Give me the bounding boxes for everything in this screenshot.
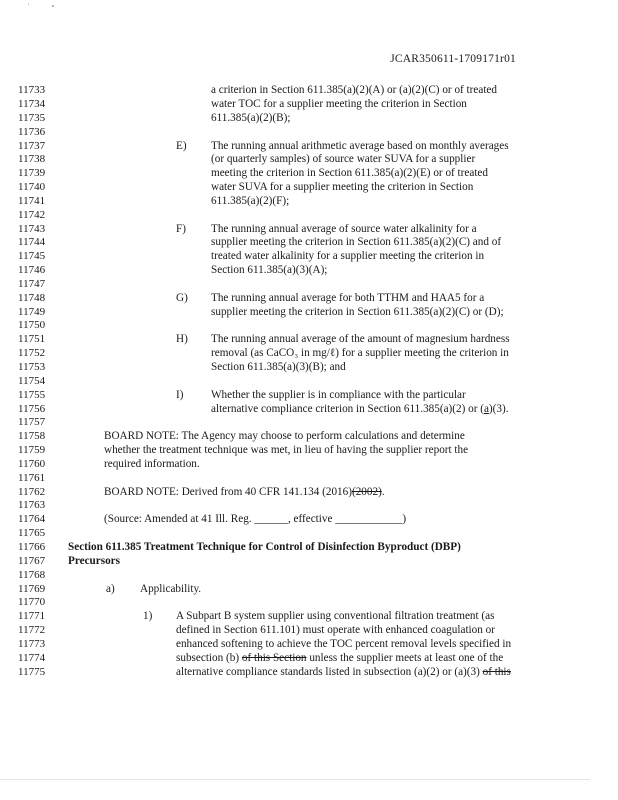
line-11752 bbox=[0, 346, 618, 360]
line-text: (or quarterly samples) of source water SUVA for a supplier bbox=[211, 153, 476, 165]
line-11759 bbox=[0, 443, 618, 457]
line-number: 11736 bbox=[18, 126, 46, 138]
item-label: I) bbox=[176, 389, 184, 401]
deleted-text: (2002) bbox=[351, 486, 382, 498]
line-11739 bbox=[0, 166, 618, 180]
line-number: 11769 bbox=[18, 583, 46, 595]
line-11740 bbox=[0, 180, 618, 194]
line-number: 11767 bbox=[18, 555, 46, 567]
line-number: 11739 bbox=[18, 167, 46, 179]
line-11766 bbox=[0, 540, 618, 554]
deleted-text: of this bbox=[482, 666, 511, 678]
line-text: The running annual average of source water alkalinity for a bbox=[211, 223, 477, 235]
line-number: 11775 bbox=[18, 666, 46, 678]
text-part: subsection (b) bbox=[176, 652, 242, 664]
line-number: 11764 bbox=[18, 513, 46, 525]
line-11773 bbox=[0, 637, 618, 651]
line-text: Whether the supplier is in compliance with the particular bbox=[211, 389, 466, 401]
line-11760 bbox=[0, 457, 618, 471]
line-text bbox=[176, 651, 503, 665]
line-number: 11771 bbox=[18, 610, 46, 622]
line-number: 11734 bbox=[18, 98, 46, 110]
line-number: 11753 bbox=[18, 361, 46, 373]
line-number: 11766 bbox=[18, 541, 46, 553]
line-number: 11774 bbox=[18, 652, 46, 664]
line-number: 11751 bbox=[18, 333, 46, 345]
line-number: 11772 bbox=[18, 624, 46, 636]
line-11772 bbox=[0, 623, 618, 637]
line-text: a criterion in Section 611.385(a)(2)(A) or (a)(2)(C) or of treated bbox=[211, 84, 497, 96]
line-text: The running annual average of the amount of magnesium hardness bbox=[211, 333, 510, 345]
line-11736 bbox=[0, 125, 618, 139]
line-11738 bbox=[0, 152, 618, 166]
line-11774 bbox=[0, 651, 618, 665]
line-number: 11742 bbox=[18, 209, 46, 221]
line-number: 11768 bbox=[18, 569, 46, 581]
line-11748 bbox=[0, 291, 618, 305]
line-text: 611.385(a)(2)(B); bbox=[211, 112, 291, 124]
line-number: 11763 bbox=[18, 499, 46, 511]
line-text: treated water alkalinity for a supplier meeting the criterion in bbox=[211, 250, 485, 262]
line-11751 bbox=[0, 332, 618, 346]
line-11758 bbox=[0, 429, 618, 443]
text-part: . bbox=[381, 486, 385, 498]
line-number: 11741 bbox=[18, 195, 46, 207]
item-label: F) bbox=[176, 223, 186, 235]
line-number: 11770 bbox=[18, 596, 46, 608]
page-bottom-rule bbox=[0, 779, 590, 780]
line-text: 611.385(a)(2)(F); bbox=[211, 195, 290, 207]
scan-marks: ' • bbox=[28, 2, 65, 11]
line-number: 11758 bbox=[18, 430, 46, 442]
item-label: a) bbox=[106, 583, 115, 595]
text-part: BOARD NOTE: Derived from 40 CFR 141.134 (2016) bbox=[104, 486, 352, 498]
line-text: meeting the criterion in Section 611.385(a)(2)(E) or of treated bbox=[211, 167, 488, 179]
line-number: 11738 bbox=[18, 153, 46, 165]
line-11753 bbox=[0, 360, 618, 374]
line-11733 bbox=[0, 83, 618, 97]
line-text: removal (as CaCO₃ in mg/ℓ) for a supplier meeting the criterion in bbox=[211, 347, 509, 359]
line-11737 bbox=[0, 139, 618, 153]
section-heading: Precursors bbox=[68, 555, 120, 567]
line-number: 11757 bbox=[18, 416, 46, 428]
line-number: 11744 bbox=[18, 236, 46, 248]
line-text: water TOC for a supplier meeting the criterion in Section bbox=[211, 98, 467, 110]
line-11734 bbox=[0, 97, 618, 111]
line-number: 11752 bbox=[18, 347, 46, 359]
line-number: 11762 bbox=[18, 486, 46, 498]
line-text bbox=[211, 402, 509, 416]
line-number: 11748 bbox=[18, 292, 46, 304]
line-number: 11760 bbox=[18, 458, 46, 470]
line-11749 bbox=[0, 305, 618, 319]
line-number: 11759 bbox=[18, 444, 46, 456]
line-11755 bbox=[0, 388, 618, 402]
line-text: defined in Section 611.101) must operate with enhanced coagulation or bbox=[176, 624, 495, 636]
line-11768 bbox=[0, 568, 618, 582]
line-text: Section 611.385(a)(3)(A); bbox=[211, 264, 328, 276]
line-11775 bbox=[0, 665, 618, 679]
document-id-header: JCAR350611-1709171r01 bbox=[390, 53, 516, 65]
line-number: 11745 bbox=[18, 250, 46, 262]
line-number: 11773 bbox=[18, 638, 46, 650]
line-11756 bbox=[0, 402, 618, 416]
line-text: water SUVA for a supplier meeting the criterion in Section bbox=[211, 181, 474, 193]
line-text: Section 611.385(a)(3)(B); and bbox=[211, 361, 346, 373]
line-text: The running annual arithmetic average based on monthly averages bbox=[211, 140, 509, 152]
line-number: 11754 bbox=[18, 375, 46, 387]
line-text: Applicability. bbox=[140, 583, 202, 595]
line-number: 11765 bbox=[18, 527, 46, 539]
line-11746 bbox=[0, 263, 618, 277]
text-part: )(3). bbox=[488, 403, 509, 415]
item-label: 1) bbox=[143, 610, 153, 622]
line-11745 bbox=[0, 249, 618, 263]
line-number: 11749 bbox=[18, 306, 46, 318]
line-number: 11761 bbox=[18, 472, 46, 484]
line-number: 11747 bbox=[18, 278, 46, 290]
line-11765 bbox=[0, 526, 618, 540]
line-number: 11733 bbox=[18, 84, 46, 96]
line-11763 bbox=[0, 498, 618, 512]
line-11743 bbox=[0, 222, 618, 236]
line-number: 11756 bbox=[18, 403, 46, 415]
line-11754 bbox=[0, 374, 618, 388]
line-number: 11746 bbox=[18, 264, 46, 276]
section-heading: Section 611.385 Treatment Technique for Control of Disinfection Byproduct (DBP) bbox=[68, 541, 461, 553]
line-text: supplier meeting the criterion in Section 611.385(a)(2)(C) and of bbox=[211, 236, 502, 248]
deleted-text: of this Section bbox=[241, 652, 307, 664]
line-text bbox=[104, 485, 385, 499]
item-label: E) bbox=[176, 140, 187, 152]
line-11735 bbox=[0, 111, 618, 125]
line-text: A Subpart B system supplier using conventional filtration treatment (as bbox=[176, 610, 495, 622]
line-11770 bbox=[0, 595, 618, 609]
line-11750 bbox=[0, 318, 618, 332]
line-text: whether the treatment technique was met, in lieu of having the supplier report the bbox=[104, 444, 469, 456]
line-number: 11750 bbox=[18, 319, 46, 331]
line-number: 11740 bbox=[18, 181, 46, 193]
line-11747 bbox=[0, 277, 618, 291]
line-11764 bbox=[0, 512, 618, 526]
line-11744 bbox=[0, 235, 618, 249]
line-11761 bbox=[0, 471, 618, 485]
line-11771 bbox=[0, 609, 618, 623]
line-number: 11755 bbox=[18, 389, 46, 401]
text-part: unless the supplier meets at least one of the bbox=[306, 652, 504, 664]
line-number: 11735 bbox=[18, 112, 46, 124]
text-part: alternative compliance standards listed in subsection (a)(2) or (a)(3) bbox=[176, 666, 483, 678]
line-11742 bbox=[0, 208, 618, 222]
line-11757 bbox=[0, 415, 618, 429]
line-text: enhanced softening to achieve the TOC percent removal levels specified in bbox=[176, 638, 512, 650]
line-text: The running annual average for both TTHM and HAA5 for a bbox=[211, 292, 485, 304]
line-number: 11737 bbox=[18, 140, 46, 152]
line-text: required information. bbox=[104, 458, 200, 470]
item-label: H) bbox=[176, 333, 188, 345]
line-number: 11743 bbox=[18, 223, 46, 235]
line-text: supplier meeting the criterion in Section 611.385(a)(2)(C) or (D); bbox=[211, 306, 504, 318]
line-text bbox=[176, 665, 511, 679]
line-text: BOARD NOTE: The Agency may choose to perform calculations and determine bbox=[104, 430, 465, 442]
text-part: alternative compliance criterion in Section 611.385(a)(2) or ( bbox=[211, 403, 484, 415]
line-11741 bbox=[0, 194, 618, 208]
line-11769 bbox=[0, 582, 618, 596]
line-text: (Source: Amended at 41 Ill. Reg. ______, effective ____________) bbox=[104, 513, 407, 525]
line-11762 bbox=[0, 485, 618, 499]
line-11767 bbox=[0, 554, 618, 568]
item-label: G) bbox=[176, 292, 188, 304]
inserted-text: a bbox=[483, 403, 489, 415]
